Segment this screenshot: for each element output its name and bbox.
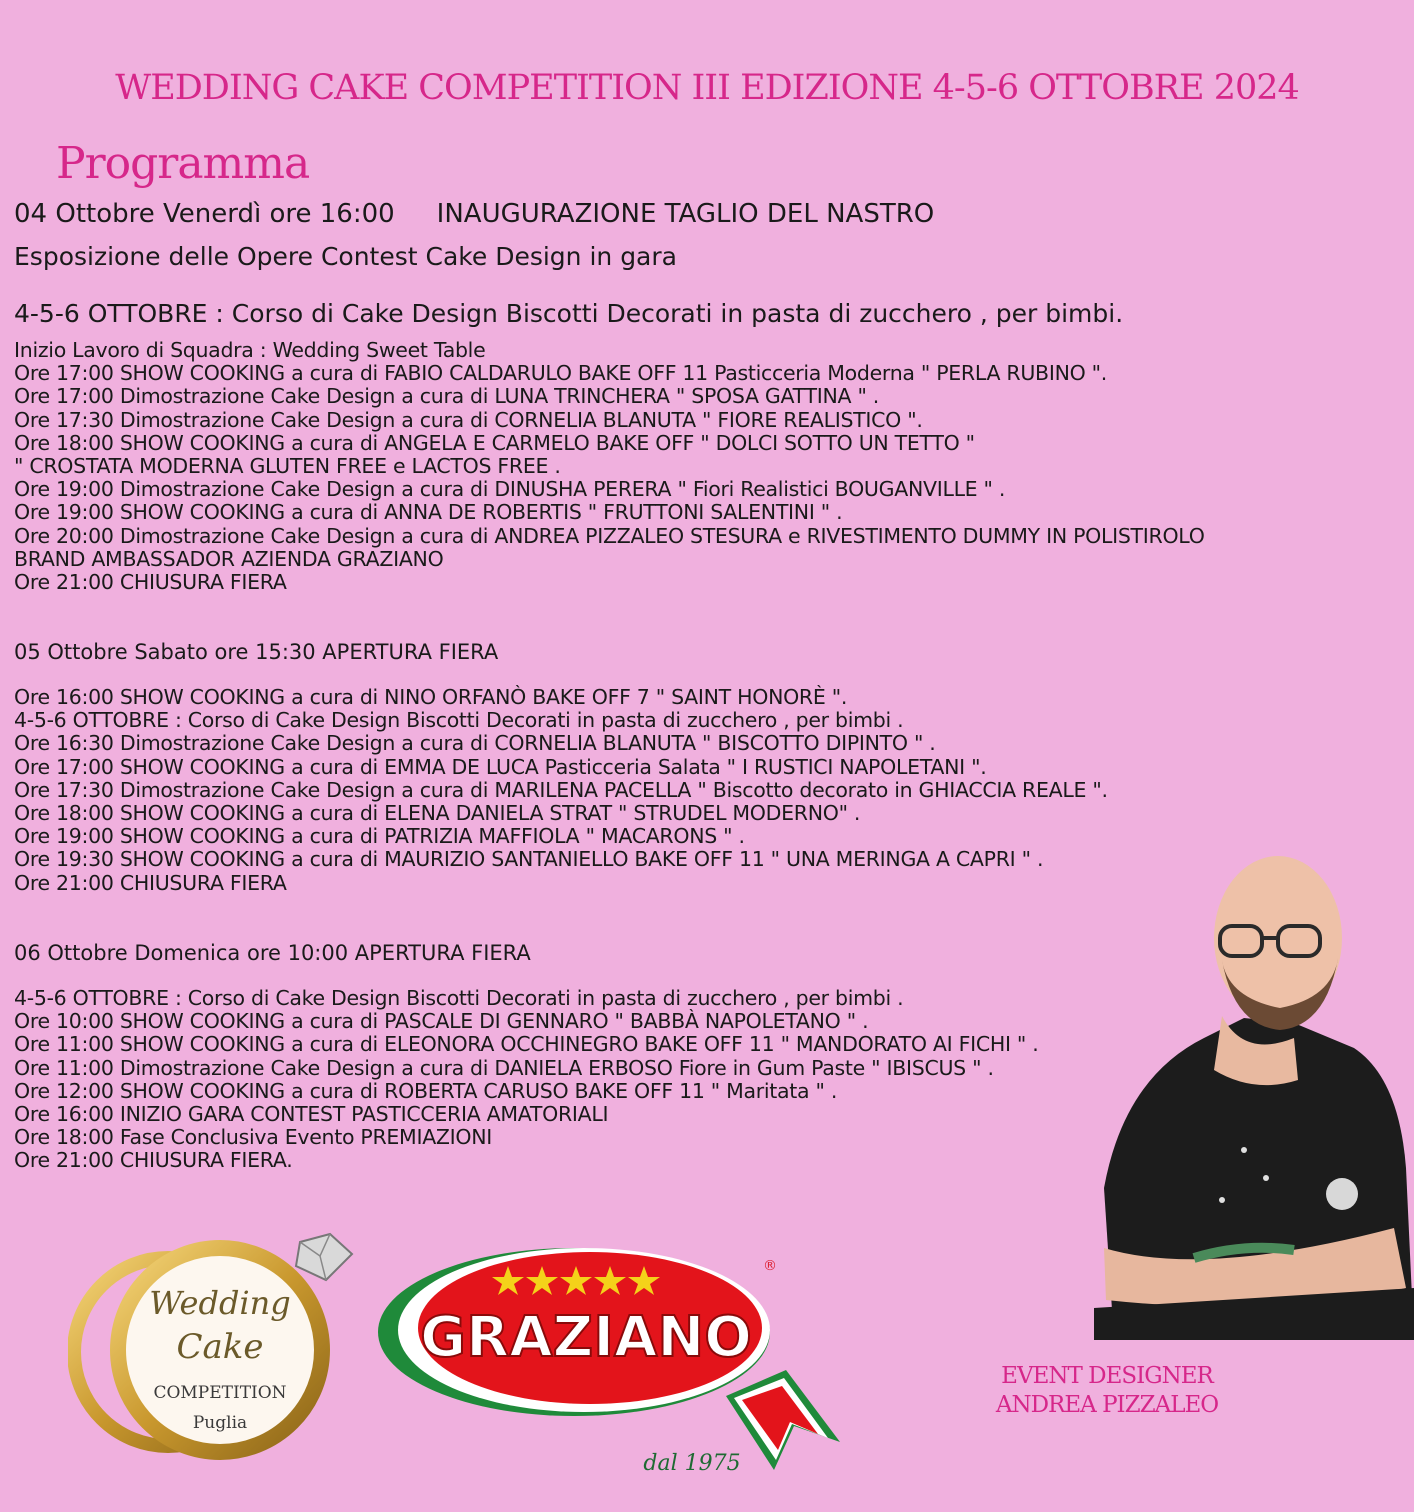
day2-heading: 05 Ottobre Sabato ore 15:30 APERTURA FIERA bbox=[14, 640, 499, 664]
schedule-item: 4-5-6 OTTOBRE : Corso di Cake Design Biscotti Decorati in pasta di zucchero , per bimbi . bbox=[14, 708, 904, 733]
intro-event: INAUGURAZIONE TAGLIO DEL NASTRO bbox=[436, 199, 935, 229]
day3-heading: 06 Ottobre Domenica ore 10:00 APERTURA FIERA bbox=[14, 941, 531, 965]
schedule-item: Ore 21:00 CHIUSURA FIERA bbox=[14, 870, 287, 895]
day3-schedule bbox=[14, 987, 1039, 1173]
logo-word-wedding: Wedding bbox=[149, 1284, 291, 1322]
page-title: WEDDING CAKE COMPETITION III EDIZIONE 4-5-6 OTTOBRE 2024 bbox=[115, 68, 1299, 108]
schedule-item: Ore 12:00 SHOW COOKING a cura di ROBERTA CARUSO BAKE OFF 11 " Maritata " . bbox=[14, 1078, 838, 1103]
logo-word-competition: COMPETITION bbox=[153, 1383, 287, 1403]
schedule-item: Ore 21:00 CHIUSURA FIERA. bbox=[14, 1148, 293, 1173]
schedule-item: Inizio Lavoro di Squadra : Wedding Sweet Table bbox=[14, 338, 486, 362]
schedule-item: Ore 11:00 SHOW COOKING a cura di ELEONORA OCCHINEGRO BAKE OFF 11 " MANDORATO AI FICHI " . bbox=[14, 1032, 1039, 1057]
section-title: Programma bbox=[56, 138, 310, 189]
wedding-cake-competition-logo bbox=[68, 1232, 358, 1462]
schedule-item: " CROSTATA MODERNA GLUTEN FREE e LACTOS FREE . bbox=[14, 453, 561, 478]
schedule-item: Ore 17:30 Dimostrazione Cake Design a cura di MARILENA PACELLA " Biscotto decorato in GHIACCIA REALE ". bbox=[14, 777, 1108, 802]
credit-role: EVENT DESIGNER bbox=[1001, 1363, 1213, 1389]
schedule-item: Ore 17:30 Dimostrazione Cake Design a cura di CORNELIA BLANUTA " FIORE REALISTICO ". bbox=[14, 407, 923, 432]
schedule-item: Ore 10:00 SHOW COOKING a cura di PASCALE DI GENNARO " BABBÀ NAPOLETANO " . bbox=[14, 1009, 869, 1034]
schedule-item: 4-5-6 OTTOBRE : Corso di Cake Design Biscotti Decorati in pasta di zucchero , per bimbi . bbox=[14, 986, 904, 1010]
jacket-badge-icon bbox=[1326, 1178, 1358, 1210]
schedule-item: Ore 17:00 SHOW COOKING a cura di FABIO CALDARULO BAKE OFF 11 Pasticceria Moderna " PERLA RUBINO ". bbox=[14, 361, 1107, 386]
schedule-item: Ore 11:00 Dimostrazione Cake Design a cura di DANIELA ERBOSO Fiore in Gum Paste " IBISCUS " . bbox=[14, 1055, 994, 1080]
schedule-item: Ore 18:00 Fase Conclusiva Evento PREMIAZIONI bbox=[14, 1125, 493, 1150]
event-designer-credit bbox=[960, 1362, 1254, 1420]
schedule-item: Ore 20:00 Dimostrazione Cake Design a cura di ANDREA PIZZALEO STESURA e RIVESTIMENTO DUMMY IN POLISTIROLO bbox=[14, 523, 1205, 548]
intro-line-3: 4-5-6 OTTOBRE : Corso di Cake Design Biscotti Decorati in pasta di zucchero , per bimbi. bbox=[14, 299, 1124, 328]
graziano-wordmark: GRAZIANO bbox=[420, 1305, 752, 1370]
schedule-item: Ore 16:30 Dimostrazione Cake Design a cura di CORNELIA BLANUTA " BISCOTTO DIPINTO " . bbox=[14, 731, 936, 756]
schedule-item: BRAND AMBASSADOR AZIENDA GRAZIANO bbox=[14, 546, 444, 571]
schedule-item: Ore 17:00 Dimostrazione Cake Design a cura di LUNA TRINCHERA " SPOSA GATTINA " . bbox=[14, 384, 880, 409]
ribbon-icon bbox=[726, 1370, 840, 1470]
credit-name: ANDREA PIZZALEO bbox=[995, 1392, 1219, 1418]
schedule-item: Ore 21:00 CHIUSURA FIERA bbox=[14, 569, 287, 594]
diamond-icon bbox=[296, 1234, 352, 1280]
graziano-since: dal 1975 bbox=[643, 1451, 741, 1476]
schedule-item: Ore 19:00 SHOW COOKING a cura di PATRIZIA MAFFIOLA " MACARONS " . bbox=[14, 824, 745, 849]
logo-word-puglia: Puglia bbox=[192, 1413, 248, 1433]
schedule-item: Ore 18:00 SHOW COOKING a cura di ANGELA E CARMELO BAKE OFF " DOLCI SOTTO UN TETTO " bbox=[14, 430, 975, 455]
chef-portrait bbox=[1094, 848, 1414, 1340]
schedule-item: Ore 18:00 SHOW COOKING a cura di ELENA DANIELA STRAT " STRUDEL MODERNO" . bbox=[14, 800, 861, 825]
graziano-logo bbox=[374, 1240, 854, 1480]
schedule-item: Ore 16:00 SHOW COOKING a cura di NINO ORFANÒ BAKE OFF 7 " SAINT HONORÈ ". bbox=[14, 685, 848, 709]
intro-date: 04 Ottobre Venerdì ore 16:00 bbox=[14, 199, 395, 229]
logo-word-cake: Cake bbox=[176, 1327, 264, 1367]
schedule-item: Ore 19:30 SHOW COOKING a cura di MAURIZIO SANTANIELLO BAKE OFF 11 " UNA MERINGA A CAPRI " . bbox=[14, 847, 1044, 872]
intro-line-1 bbox=[14, 197, 934, 231]
schedule-item: Ore 19:00 SHOW COOKING a cura di ANNA DE ROBERTIS " FRUTTONI SALENTINI " . bbox=[14, 500, 843, 525]
schedule-item: Ore 16:00 INIZIO GARA CONTEST PASTICCERIA AMATORIALI bbox=[14, 1101, 609, 1126]
day2-schedule bbox=[14, 686, 1108, 895]
schedule-item: Ore 19:00 Dimostrazione Cake Design a cura di DINUSHA PERERA " Fiori Realistici BOUGANVILLE " . bbox=[14, 477, 1006, 502]
registered-icon: ® bbox=[763, 1258, 777, 1274]
intro-line-2: Esposizione delle Opere Contest Cake Design in gara bbox=[14, 242, 677, 271]
schedule-item: Ore 17:00 SHOW COOKING a cura di EMMA DE LUCA Pasticceria Salata " I RUSTICI NAPOLETANI ". bbox=[14, 754, 987, 779]
day1-schedule bbox=[14, 339, 1205, 594]
